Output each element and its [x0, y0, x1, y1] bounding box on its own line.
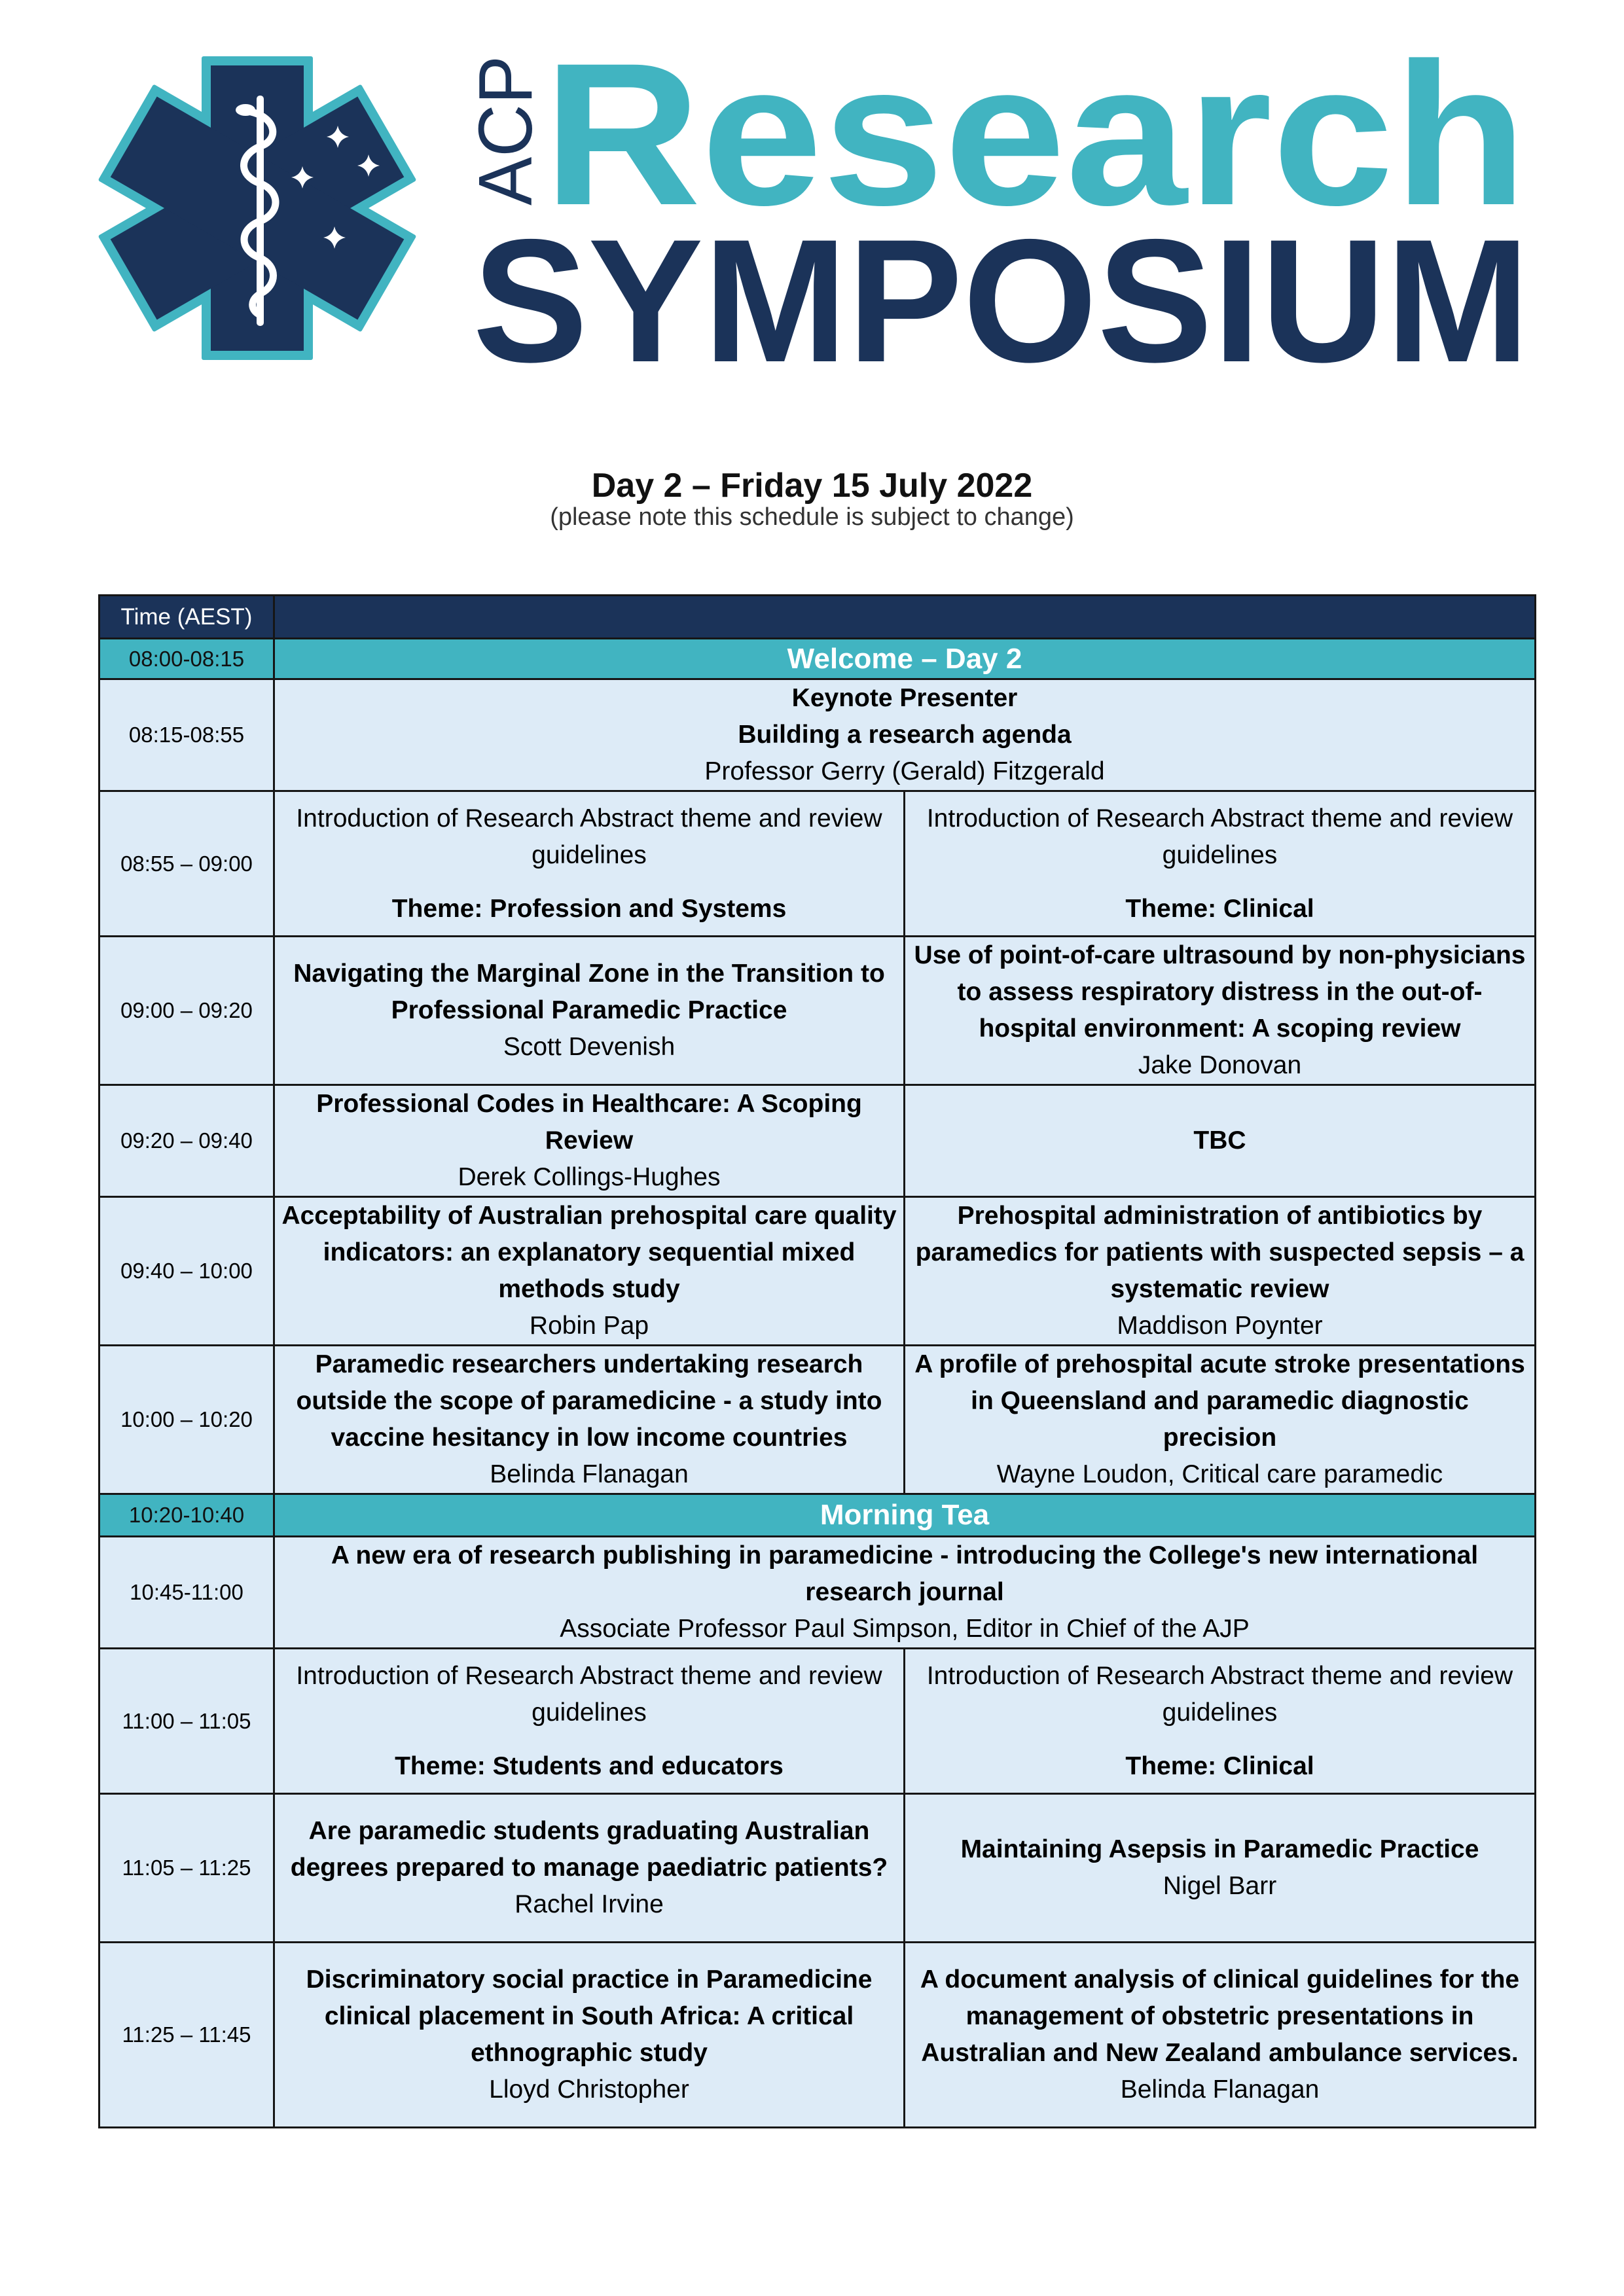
presenter-name: Wayne Loudon, Critical care paramedic — [996, 1460, 1443, 1488]
time-slot: 08:55 – 09:00 — [99, 791, 274, 937]
session-title: Building a research agenda — [738, 721, 1072, 749]
presenter-name: Jake Donovan — [1138, 1051, 1302, 1079]
break-title: Welcome – Day 2 — [274, 639, 1536, 679]
time-slot: 08:15-08:55 — [99, 679, 274, 791]
session-title: Prehospital administration of antibiotics by paramedics for patients with suspected sepsis – a systematic review — [915, 1202, 1525, 1303]
break-row — [99, 1494, 1536, 1537]
session-title: Navigating the Marginal Zone in the Transition to Professional Paramedic Practice — [293, 960, 885, 1024]
presenter-name: Belinda Flanagan — [490, 1460, 689, 1488]
intro-text: Introduction of Research Abstract theme and review guidelines — [296, 1661, 882, 1727]
session-cell-right — [905, 937, 1536, 1085]
session-title: Paramedic researchers undertaking research outside the scope of paramedicine - a study into vaccine hesitancy in low income countries — [296, 1350, 882, 1452]
theme-label: Theme: Clinical — [1125, 1751, 1314, 1780]
break-title: Morning Tea — [274, 1494, 1536, 1537]
session-cell-right — [905, 1943, 1536, 2128]
time-slot: 09:40 – 10:00 — [99, 1197, 274, 1346]
presenter-name: Associate Professor Paul Simpson, Editor in Chief of the AJP — [560, 1615, 1250, 1643]
schedule-row — [99, 1085, 1536, 1197]
session-title: A new era of research publishing in paramedicine - introducing the College's new international research journal — [331, 1541, 1479, 1606]
presenter-name: Lloyd Christopher — [489, 2075, 689, 2104]
theme-label: Theme: Students and educators — [395, 1751, 784, 1780]
star-of-life-icon — [98, 56, 417, 360]
keynote-cell — [274, 679, 1536, 791]
session-cell-left — [274, 937, 905, 1085]
intro-text: Introduction of Research Abstract theme and review guidelines — [926, 1661, 1513, 1727]
time-slot: 11:05 – 11:25 — [99, 1794, 274, 1943]
presenter-name: Nigel Barr — [1163, 1872, 1277, 1900]
time-slot: 09:00 – 09:20 — [99, 937, 274, 1085]
header-row — [99, 596, 1536, 639]
intro-text: Introduction of Research Abstract theme and review guidelines — [926, 804, 1513, 869]
presenter-name: Derek Collings-Hughes — [458, 1163, 721, 1191]
presenter-name: Robin Pap — [529, 1312, 649, 1340]
session-cell-right — [905, 1649, 1536, 1794]
session-cell-left — [274, 1943, 905, 2128]
presenter-name: Belinda Flanagan — [1120, 2075, 1320, 2104]
plenary-cell — [274, 1537, 1536, 1649]
session-cell-right — [905, 1794, 1536, 1943]
presenter-name: Scott Devenish — [503, 1033, 676, 1061]
time-slot: 10:20-10:40 — [99, 1494, 274, 1537]
session-title: TBC — [1193, 1126, 1246, 1155]
schedule-row — [99, 1943, 1536, 2128]
logo-research: Research — [543, 20, 1527, 247]
session-title: Acceptability of Australian prehospital care quality indicators: an explanatory sequential mixed methods study — [281, 1202, 897, 1303]
session-cell-left — [274, 1346, 905, 1494]
schedule-note: (please note this schedule is subject to change) — [550, 503, 1074, 531]
schedule-row — [99, 1794, 1536, 1943]
serpent-head — [236, 104, 255, 116]
session-cell-left — [274, 1794, 905, 1943]
presenter-name: Rachel Irvine — [514, 1890, 664, 1918]
session-cell-left — [274, 791, 905, 937]
session-cell-left — [274, 1085, 905, 1197]
time-slot: 10:45-11:00 — [99, 1537, 274, 1649]
session-cell-left — [274, 1197, 905, 1346]
page-title: Day 2 – Friday 15 July 2022 — [591, 467, 1033, 505]
theme-label: Theme: Clinical — [1125, 894, 1314, 923]
schedule-table — [98, 594, 1536, 2128]
schedule-row — [99, 679, 1536, 791]
schedule-row — [99, 1649, 1536, 1794]
schedule-row — [99, 1197, 1536, 1346]
presenter-name: Maddison Poynter — [1117, 1312, 1323, 1340]
session-cell-right — [905, 1085, 1536, 1197]
session-cell-right — [905, 791, 1536, 937]
time-slot: 11:00 – 11:05 — [99, 1649, 274, 1794]
time-column-header: Time (AEST) — [99, 596, 274, 639]
keynote-label: Keynote Presenter — [791, 684, 1018, 712]
session-title: A profile of prehospital acute stroke presentations in Queensland and paramedic diagnostic precision — [914, 1350, 1525, 1452]
session-cell-left — [274, 1649, 905, 1794]
schedule-row — [99, 791, 1536, 937]
session-title: Professional Codes in Healthcare: A Scoping Review — [316, 1090, 862, 1155]
schedule-row — [99, 937, 1536, 1085]
session-title: Discriminatory social practice in Paramedicine clinical placement in South Africa: A critical ethnographic study — [306, 1965, 873, 2067]
session-title: Are paramedic students graduating Australian degrees prepared to manage paediatric patients? — [290, 1817, 888, 1882]
session-title: Maintaining Asepsis in Paramedic Practice — [960, 1835, 1479, 1863]
schedule-row — [99, 1346, 1536, 1494]
header-blank-cell — [274, 596, 1536, 639]
time-slot: 10:00 – 10:20 — [99, 1346, 274, 1494]
time-slot: 11:25 – 11:45 — [99, 1943, 274, 2128]
schedule-row — [99, 1537, 1536, 1649]
intro-text: Introduction of Research Abstract theme and review guidelines — [296, 804, 882, 869]
logo-symposium: SYMPOSIUM — [473, 202, 1530, 393]
session-cell-right — [905, 1197, 1536, 1346]
session-title: Use of point-of-care ultrasound by non-physicians to assess respiratory distress in the out-of-hospital environment: A scoping review — [914, 941, 1526, 1043]
presenter-name: Professor Gerry (Gerald) Fitzgerald — [704, 757, 1105, 785]
theme-label: Theme: Profession and Systems — [391, 894, 787, 923]
symposium-logo — [0, 0, 1624, 393]
time-slot: 09:20 – 09:40 — [99, 1085, 274, 1197]
session-cell-right — [905, 1346, 1536, 1494]
time-slot: 08:00-08:15 — [99, 639, 274, 679]
break-row — [99, 639, 1536, 679]
session-title: A document analysis of clinical guidelines for the management of obstetric presentations in Australian and New Zealand ambulance services. — [920, 1965, 1520, 2067]
logo-acp: ACP — [463, 49, 548, 206]
